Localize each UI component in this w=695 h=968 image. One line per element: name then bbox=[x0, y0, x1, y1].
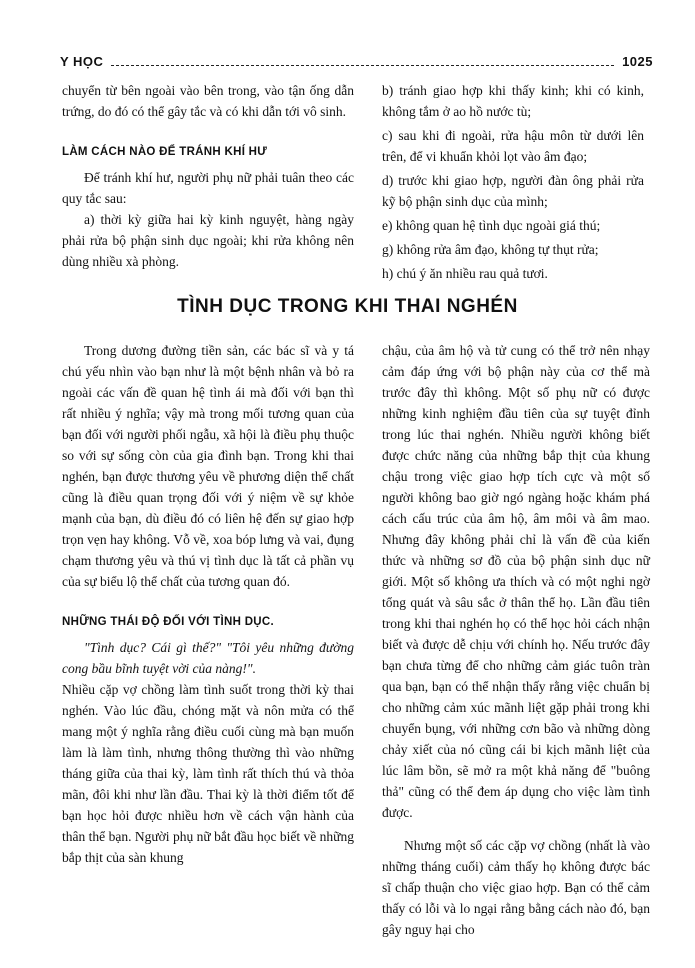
attitudes-subheading: NHỮNG THÁI ĐỘ ĐỐI VỚI TÌNH DỤC. bbox=[62, 616, 275, 628]
page-number: 1025 bbox=[622, 54, 653, 69]
rule-c: c) sau khi đi ngoài, rửa hậu môn từ dưới lên trên, để vi khuẩn khỏi lọt vào âm đạo; bbox=[382, 128, 644, 164]
bottom-left-column bbox=[62, 340, 354, 868]
top-left-column bbox=[62, 80, 354, 272]
discharge-prevention-heading: LÀM CÁCH NÀO ĐỂ TRÁNH KHÍ HƯ bbox=[62, 146, 268, 158]
rule-a: a) thời kỳ giữa hai kỳ kinh nguyệt, hàng ngày phải rửa bộ phận sinh dục ngoài; khi rửa không nên dùng nhiều xà phòng. bbox=[62, 212, 354, 269]
rule-b: b) tránh giao hợp khi thấy kinh; khi có kinh, không tắm ở ao hồ nước tù; bbox=[382, 83, 644, 119]
header-rule bbox=[111, 65, 614, 66]
article-title: TÌNH DỤC TRONG KHI THAI NGHÉN bbox=[177, 296, 518, 317]
rule-d: d) trước khi giao hợp, người đàn ông phải rửa kỹ bộ phận sinh dục của mình; bbox=[382, 173, 644, 209]
rule-g: g) không rửa âm đạo, không tự thụt rửa; bbox=[382, 242, 599, 257]
quote-text: "Tình dục? Cái gì thế?" "Tôi yêu những đường cong bầu bĩnh tuyệt vời của nàng!". bbox=[62, 640, 354, 676]
paragraph-2-part-1: Nhiều cặp vợ chồng làm tình suốt trong thời kỳ thai nghén. Vào lúc đầu, chóng mặt và nôn mửa có thể mang một ý nghĩa rằng điều cuối cùng mà bạn muốn làm là làm tình, nhưng thông thường thì vào những tháng giữa của thai kỳ, làm tình rất thích thú và thỏa mãn, đôi khi như lần đầu. Thai kỳ là thời điểm tốt để bạn học hỏi được nhiều hơn về cách vận hành của thân thể bạn. Người phụ nữ bắt đầu học biết về những bắp thịt của sàn khung bbox=[62, 682, 354, 865]
running-header bbox=[60, 48, 653, 70]
article-intro-paragraph: Trong dương đường tiền sản, các bác sĩ và y tá chú yếu nhìn vào bạn như là một bệnh nhân và bỏ ra ngoài các vấn đề quan hệ tình ái mà đối với bạn thì rất nhiều ý nghĩa; vậy mà trong mối tương quan của bạn đối với người phối ngẫu, xã hội là điều phụ thuộc so với sự sống còn của gia đình bạn. Trong khi thai nghén, bạn được thương yêu về phương diện thể chất cũng là điều quan trọng đối với ý niệm về sự khỏe mạnh của bạn, dù điều đó có liên hệ đến sự giao hợp trọn vẹn hay không. Vỗ về, xoa bóp lưng và vai, đụng chạm thương yêu và thú vị tình dục là tất cả phần vụ của sự biểu lộ thể chất của tương quan đó. bbox=[62, 343, 354, 589]
continuation-text: chuyển từ bên ngoài vào bên trong, vào tận ống dẫn trứng, do đó có thể gây tắc và có khi dẫn tới vô sinh. bbox=[62, 83, 354, 119]
rule-h: h) chú ý ăn nhiều rau quả tươi. bbox=[382, 266, 548, 281]
top-right-column bbox=[382, 80, 644, 287]
paragraph-2-part-2: chậu, của âm hộ và tử cung có thể trở nên nhạy cảm đáp ứng với bộ phận này của cơ thể mà trước đây thì không. Một số phụ nữ có được những kinh nghiệm đầu tiên của sự tuyệt đỉnh trong lúc thai nghén. Nhiều người không biết được chức năng của những bắp thịt của khung chậu trong việc giao hợp tích cực và một số người không bao giờ ngó ngàng hoặc khám phá cách cấu trúc của âm hộ, âm môi và âm mao. Nhưng đây không phải chỉ là vấn đề của kiến thức và những sơ đồ của bộ phận sinh dục nữ giới. Một số không ưa thích và có một nghi ngờ tổng quát và sâu sắc ở thân thể họ. Lần đầu tiên trong khi thai nghén họ có thể học hỏi cách nhận biết và được dễ chịu với chính họ. Nếu trước đây bạn chưa từng để cho những cảm giác tuôn tràn qua bạn, bạn có thể nhận thấy rằng việc chuẩn bị cho những cảm xúc mãnh liệt gặp phải trong khi chuyển bụng, với những cơn bão và những dòng chảy xiết của nó cũng cái bi kịch mãnh liệt của lúc lâm bồn, sẽ mở ra một khả năng để "buông thả" cũng có thể đem áp dụng cho việc làm tình được. bbox=[382, 343, 650, 820]
section-title: Y HỌC bbox=[60, 54, 104, 69]
rule-e: e) không quan hệ tình dục ngoài giá thú; bbox=[382, 218, 601, 233]
rules-intro: Để tránh khí hư, người phụ nữ phải tuân theo các quy tắc sau: bbox=[62, 170, 354, 206]
bottom-right-column bbox=[382, 340, 650, 940]
paragraph-3: Nhưng một số các cặp vợ chồng (nhất là vào những tháng cuối) cảm thấy họ không được bác sĩ chấp thuận cho việc giao hợp. Bạn có thể cảm thấy có lỗi và lo ngại rằng bằng cách nào đó, bạn gây nguy hại cho bbox=[382, 838, 650, 937]
